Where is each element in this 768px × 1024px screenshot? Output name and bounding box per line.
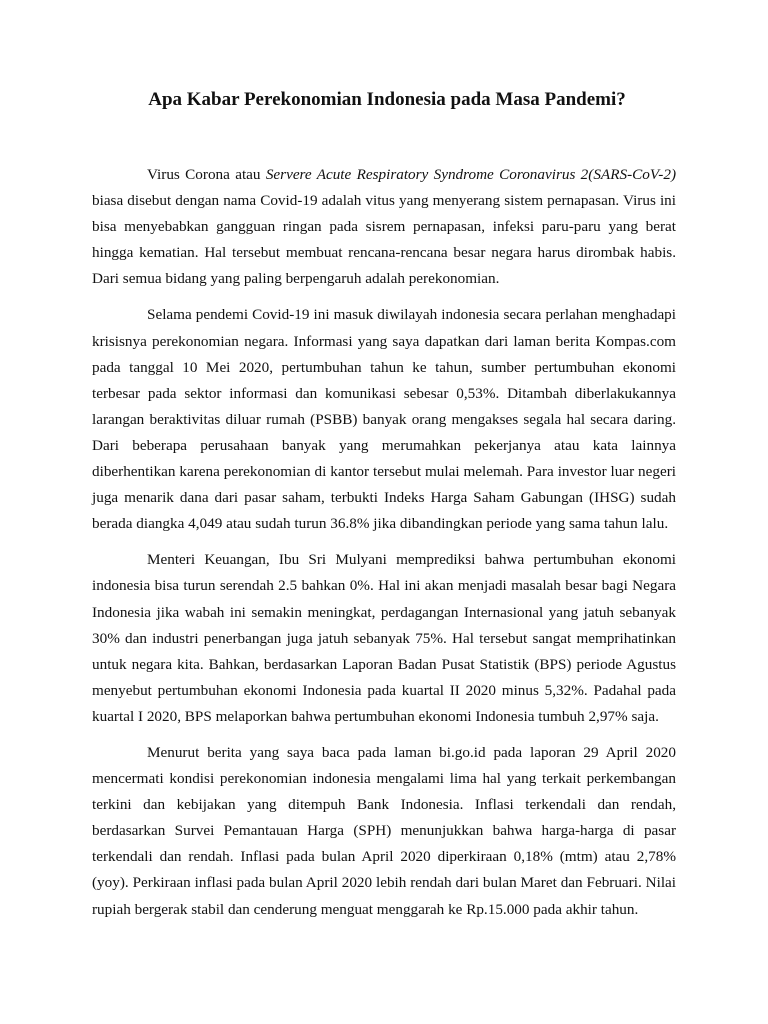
document-title: Apa Kabar Perekonomian Indonesia pada Masa Pandemi? (148, 89, 626, 110)
document-body (92, 162, 676, 923)
document-page (92, 86, 676, 933)
paragraph-2: Selama pendemi Covid-19 ini masuk diwilayah indonesia secara perlahan menghadapi krisisnya perekonomian negara. Informasi yang saya dapatkan dari laman berita Kompas.com pada tanggal 10 Mei 2020, pertumbuhan tahun ke tahun, sumber pertumbuhan ekonomi terbesar pada sektor informasi dan komunikasi sebesar 0,53%. Ditambah diberlakukannya larangan beraktivitas diluar rumah (PSBB) banyak orang mengakses segala hal secara daring. Dari beberapa perusahaan banyak yang merumahkan pekerjanya atau kata lainnya diberhentikan karena perekonomian di kantor tersebut mulai melemah. Para investor luar negeri juga menarik dana dari pasar saham, terbukti Indeks Harga Saham Gabungan (IHSG) sudah berada diangka 4,049 atau sudah turun 36.8% jika dibandingkan periode yang sama tahun lalu. (92, 306, 676, 533)
paragraph-1-intro: Virus Corona atau (147, 166, 266, 183)
paragraph-1-italic-term: Servere Acute Respiratory Syndrome Coronavirus 2(SARS-CoV-2) (265, 166, 677, 183)
paragraph-3: Menteri Keuangan, Ibu Sri Mulyani memprediksi bahwa pertumbuhan ekonomi indonesia bisa turun serendah 2.5 bahkan 0%. Hal ini akan menjadi masalah besar bagi Negara Indonesia jika wabah ini semakin meningkat, perdagangan Internasional yang jatuh sebanyak 30% dan industri penerbangan juga jatuh sebanyak 75%. Hal tersebut sangat memprihatinkan untuk negara kita. Bahkan, berdasarkan Laporan Badan Pusat Statistik (BPS) periode Agustus menyebut pertumbuhan ekonomi Indonesia pada kuartal II 2020 minus 5,32%. Padahal pada kuartal I 2020, BPS melaporkan bahwa pertumbuhan ekonomi Indonesia tumbuh 2,97% saja. (92, 551, 676, 725)
paragraph-1-rest: biasa disebut dengan nama Covid-19 adalah vitus yang menyerang sistem pernapasan. Virus ini bisa menyebabkan gangguan ringan pada sisrem pernapasan, infeksi paru-paru yang berat hingga kematian. Hal tersebut membuat rencana-rencana besar negara harus dirombak habis. Dari semua bidang yang paling berpengaruh adalah perekonomian. (92, 192, 676, 288)
paragraph-1 (92, 162, 676, 292)
paragraph-4: Menurut berita yang saya baca pada laman bi.go.id pada laporan 29 April 2020 mencermati kondisi perekonomian indonesia mengalami lima hal yang terkait perkembangan terkini dan kebijakan yang ditempuh Bank Indonesia. Inflasi terkendali dan rendah, berdasarkan Survei Pemantauan Harga (SPH) menunjukkan bahwa harga-harga di pasar terkendali dan rendah. Inflasi pada bulan April 2020 diperkiraan 0,18% (mtm) atau 2,78% (yoy). Perkiraan inflasi pada bulan April 2020 lebih rendah dari bulan Maret dan Februari. Nilai rupiah bergerak stabil dan cenderung menguat menggarah ke Rp.15.000 pada akhir tahun. (92, 743, 676, 918)
